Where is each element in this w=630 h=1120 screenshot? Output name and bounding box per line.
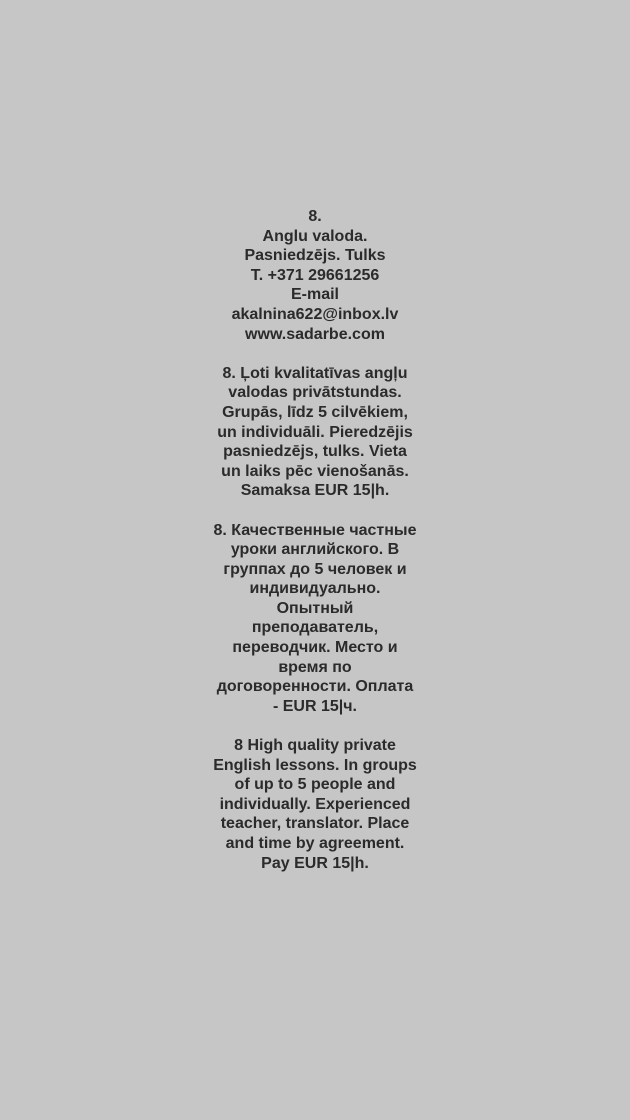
- ad-subtitle: Pasniedzējs. Tulks: [244, 247, 386, 265]
- email-label: E-mail: [290, 286, 339, 304]
- email-address: akalnina622@inbox.lv: [231, 305, 399, 323]
- description-latvian: 8. Ļoti kvalitatīvas angļu valodas privātstundas. Grupās, līdz 5 cilvēkiem, un individuāli. Pieredzējis pasniedzējs, tulks. Vieta un laiks pēc vienošanās. Samaksa EUR 15|h.: [217, 364, 413, 500]
- ad-title: Anglu valoda.: [262, 227, 368, 245]
- website-link: www.sadarbe.com: [245, 325, 385, 343]
- post-content: [0, 207, 630, 873]
- ad-number: 8.: [308, 208, 322, 225]
- description-russian: 8. Качественные частные уроки английского. В группах до 5 человек и индивидуально. Опытный преподаватель, переводчик. Место и время по договоренности. Оплата - EUR 15|ч.: [213, 521, 417, 715]
- post-text: [213, 207, 418, 873]
- phone-number: T. +371 29661256: [250, 266, 380, 284]
- description-english: 8 High quality private English lessons. In groups of up to 5 people and individually. Experienced teacher, translator. Place and time by agreement. Pay EUR 15|h.: [213, 737, 417, 872]
- contact-block: [213, 207, 418, 344]
